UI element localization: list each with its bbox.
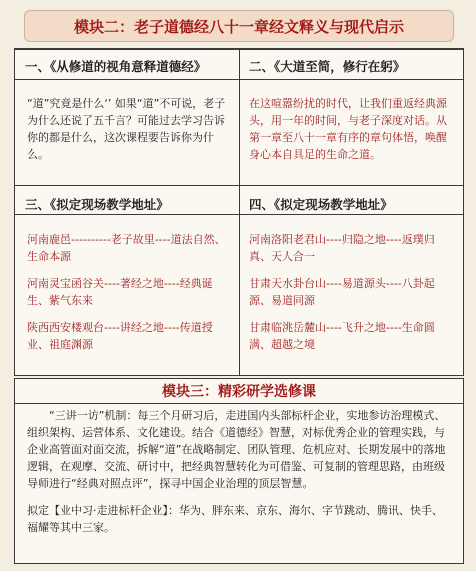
grid-divider xyxy=(15,185,463,186)
cell-body: “道”究竟是什么‘’ 如果“道”不可说，老子为什么还说了五千言？可能过去学习告诉你的都是什么，这次课程要告诉你为什么。 xyxy=(27,97,226,161)
module3-paragraph: 拟定【业中习·走进标杆企业】：华为、胖东来、京东、海尔、字节跳动、腾讯、快手、福耀等其中三家。 xyxy=(27,504,443,534)
grid-divider xyxy=(239,49,240,375)
grid-divider xyxy=(15,79,239,80)
list-item: 陕西西安楼观台----讲经之地----传道授业、祖庭渊源 xyxy=(27,321,213,351)
cell-list xyxy=(249,231,455,363)
module3-section xyxy=(14,378,464,564)
cell-heading: 一、《从修道的视角意释道德经》 xyxy=(25,59,207,74)
cell-heading: 三、《拟定现场教学地址》 xyxy=(25,197,169,212)
module3-paragraph: “三讲一访”机制：每三个月研习后，走进国内头部标杆企业，实地参访治理模式、组织架构、运营体系、文化建设。结合《道德经》智慧，对标优秀企业的管理实践，与企业高管面对面交流，拆解“道”在战略制定、团队管理、危机应对、长期发展中的落地逻辑，在观摩、交流、研讨中，把经典智慧转化为可借鉴、可复制的管理思路，由班级导师进行“经典对照点评”，探寻中国企业治理的顶层智慧。 xyxy=(27,409,446,490)
module3-body xyxy=(27,407,451,536)
grid-divider xyxy=(239,79,463,80)
list-item: 河南鹿邑----------老子故里----道法自然、生命本源 xyxy=(27,233,226,263)
module3-title: 模块三：精彩研学选修课 xyxy=(15,379,463,404)
module2-title: 模块二：老子道德经八十一章经文释义与现代启示 xyxy=(24,10,454,42)
list-item: 甘肃天水卦台山----易道源头----八卦起源、易道同源 xyxy=(249,277,435,307)
cell-heading: 四、《拟定现场教学地址》 xyxy=(249,197,393,212)
cell-list xyxy=(27,231,231,363)
cell-body: 在这喧嚣纷扰的时代，让我们重返经典源头，用一年的时间，与老子深度对话。从第一章至八十一章有序的章句体悟，唤醒身心本自具足的生命之道。 xyxy=(249,97,447,161)
module2-grid xyxy=(14,48,464,376)
list-item: 河南洛阳老君山----归隐之地----返璞归真、天人合一 xyxy=(249,233,435,263)
grid-divider xyxy=(15,49,463,50)
cell-heading: 二、《大道至简，修行在躬》 xyxy=(249,59,406,74)
list-item: 甘肃临洮岳麓山----飞升之地----生命圆满、超越之境 xyxy=(249,321,435,351)
grid-divider xyxy=(15,214,463,215)
list-item: 河南灵宝函谷关----著经之地----经典诞生、紫气东来 xyxy=(27,277,213,307)
